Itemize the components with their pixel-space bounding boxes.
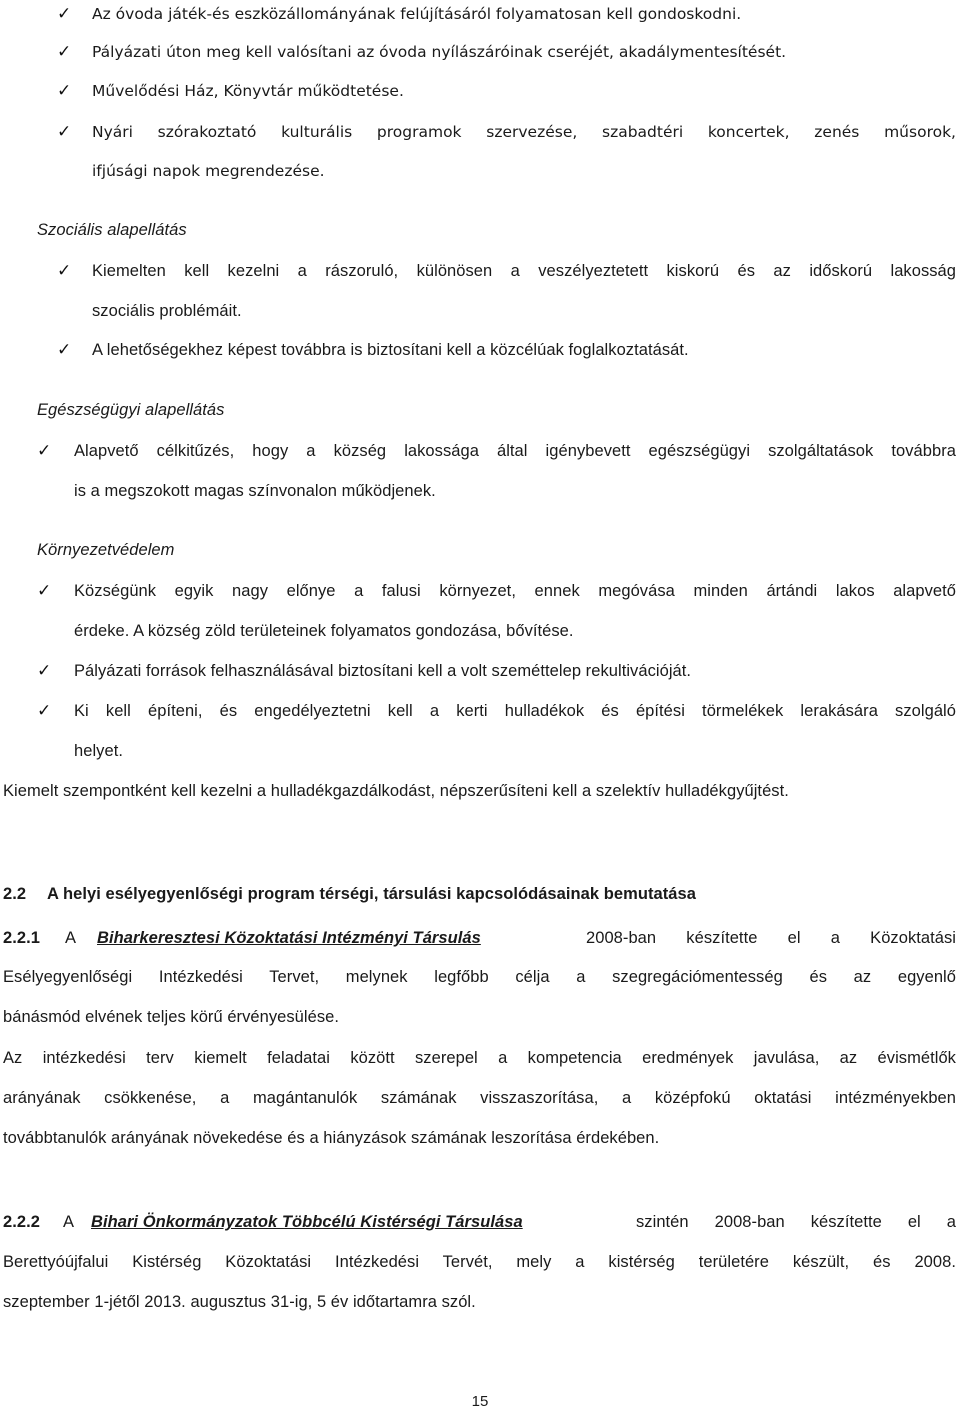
checkmark-icon: ✓ [37, 701, 52, 721]
organization-name: Biharkeresztesi Közoktatási Intézményi Társulás [97, 929, 481, 947]
list-item-text: Az óvoda játék-és eszközállományának felújításáról folyamatosan kell gondoskodni. [92, 5, 742, 23]
list-item-text: Pályázati úton meg kell valósítani az óvoda nyílászáróinak cseréjét, akadálymentesítését. [92, 43, 787, 61]
section-heading [0, 538, 960, 562]
paragraph-line [0, 1290, 960, 1314]
list-item [0, 439, 960, 463]
organization-name: Bihari Önkormányzatok Többcélú Kistérségi Társulása [91, 1213, 523, 1231]
list-item [0, 659, 960, 683]
list-item-text: ifjúsági napok megrendezése. [92, 162, 325, 180]
list-item-text: Ki kell építeni, és engedélyeztetni kell a kerti hulladékok és építési törmelékek lerakására szolgáló [74, 702, 956, 720]
list-item-text: Kiemelten kell kezelni a rászoruló, különösen a veszélyeztetett kiskorú és az időskorú lakosság [92, 262, 956, 280]
list-item-text: érdeke. A község zöld területeinek folyamatos gondozása, bővítése. [74, 622, 574, 640]
paragraph-line [0, 1126, 960, 1150]
section-title-text: A helyi esélyegyenlőségi program térségi, társulási kapcsolódásainak bemutatása [47, 885, 696, 903]
paragraph-text: Az intézkedési terv kiemelt feladatai között szerepel a kompetencia eredmények javulása, az évismétlők [3, 1049, 956, 1067]
list-item [0, 259, 960, 283]
paragraph-line [0, 1005, 960, 1029]
checkmark-icon: ✓ [57, 122, 72, 142]
list-item [0, 579, 960, 603]
paragraph-text: 2008-ban készítette el a Közoktatási [586, 929, 956, 947]
section-number: 2.2.2 [3, 1213, 40, 1231]
checkmark-icon: ✓ [57, 261, 72, 281]
paragraph-line [0, 1250, 960, 1274]
list-item-continuation [0, 299, 960, 323]
list-item [0, 2, 960, 26]
paragraph-text: Kiemelt szempontként kell kezelni a hulladékgazdálkodást, népszerűsíteni kell a szelektív hulladékgyűjtést. [3, 782, 789, 800]
list-item [0, 40, 960, 64]
paragraph-text: Berettyóújfalui Kistérség Közoktatási Intézkedési Tervét, mely a kistérség területére készült, és 2008. [3, 1253, 956, 1271]
paragraph-line [0, 1086, 960, 1110]
list-item-text: szociális problémáit. [92, 302, 242, 320]
paragraph-line [0, 965, 960, 989]
heading-text: Szociális alapellátás [37, 221, 187, 239]
paragraph-text: Esélyegyenlőségi Intézkedési Tervet, melynek legfőbb célja a szegregációmentesség és az egyenlő [3, 968, 956, 986]
page-number: 15 [471, 1393, 489, 1410]
heading-text: Egészségügyi alapellátás [37, 401, 225, 419]
checkmark-icon: ✓ [37, 661, 52, 681]
paragraph-line [0, 1046, 960, 1070]
list-item-text: Pályázati források felhasználásával biztosítani kell a volt szeméttelep rekultivációját. [74, 662, 692, 680]
paragraph-text: A [63, 1213, 75, 1231]
paragraph-text: szintén 2008-ban készítette el a [636, 1213, 956, 1231]
checkmark-icon: ✓ [57, 4, 72, 24]
list-item-continuation [0, 479, 960, 503]
list-item-continuation [0, 739, 960, 763]
paragraph-line [0, 926, 960, 950]
list-item [0, 699, 960, 723]
list-item [0, 120, 960, 144]
checkmark-icon: ✓ [37, 581, 52, 601]
list-item-text: is a megszokott magas színvonalon működjenek. [74, 482, 436, 500]
list-item-text: helyet. [74, 742, 123, 760]
paragraph-text: arányának csökkenése, a magántanulók számának visszaszorítása, a középfokú oktatási intézményekben [3, 1089, 956, 1107]
paragraph-text: bánásmód elvének teljes körű érvényesülése. [3, 1008, 340, 1026]
paragraph-text: továbbtanulók arányának növekedése és a hiányzások számának leszorítása érdekében. [3, 1129, 660, 1147]
list-item-text: Művelődési Ház, Könyvtár működtetése. [92, 82, 404, 100]
section-heading [0, 218, 960, 242]
paragraph-line [0, 1210, 960, 1234]
checkmark-icon: ✓ [57, 340, 72, 360]
list-item-continuation [0, 159, 960, 183]
list-item [0, 338, 960, 362]
list-item-text: A lehetőségekhez képest továbbra is biztosítani kell a közcélúak foglalkoztatását. [92, 341, 689, 359]
heading-text: Környezetvédelem [37, 541, 175, 559]
section-number: 2.2 [3, 885, 27, 903]
paragraph [0, 779, 960, 803]
list-item-text: Községünk egyik nagy előnye a falusi környezet, ennek megóvása minden ártándi lakos alapvető [74, 582, 956, 600]
section-heading [0, 398, 960, 422]
paragraph-text: A [65, 929, 77, 947]
checkmark-icon: ✓ [57, 42, 72, 62]
section-number: 2.2.1 [3, 929, 40, 947]
paragraph-text: szeptember 1-jétől 2013. augusztus 31-ig, 5 év időtartamra szól. [3, 1293, 476, 1311]
list-item-text: Alapvető célkitűzés, hogy a község lakossága által igénybevett egészségügyi szolgáltatások továbbra [74, 442, 956, 460]
checkmark-icon: ✓ [57, 81, 72, 101]
list-item-continuation [0, 619, 960, 643]
section-title [0, 882, 960, 906]
checkmark-icon: ✓ [37, 441, 52, 461]
list-item-text: Nyári szórakoztató kulturális programok szervezése, szabadtéri koncertek, zenés műsorok, [92, 123, 956, 141]
list-item [0, 79, 960, 103]
